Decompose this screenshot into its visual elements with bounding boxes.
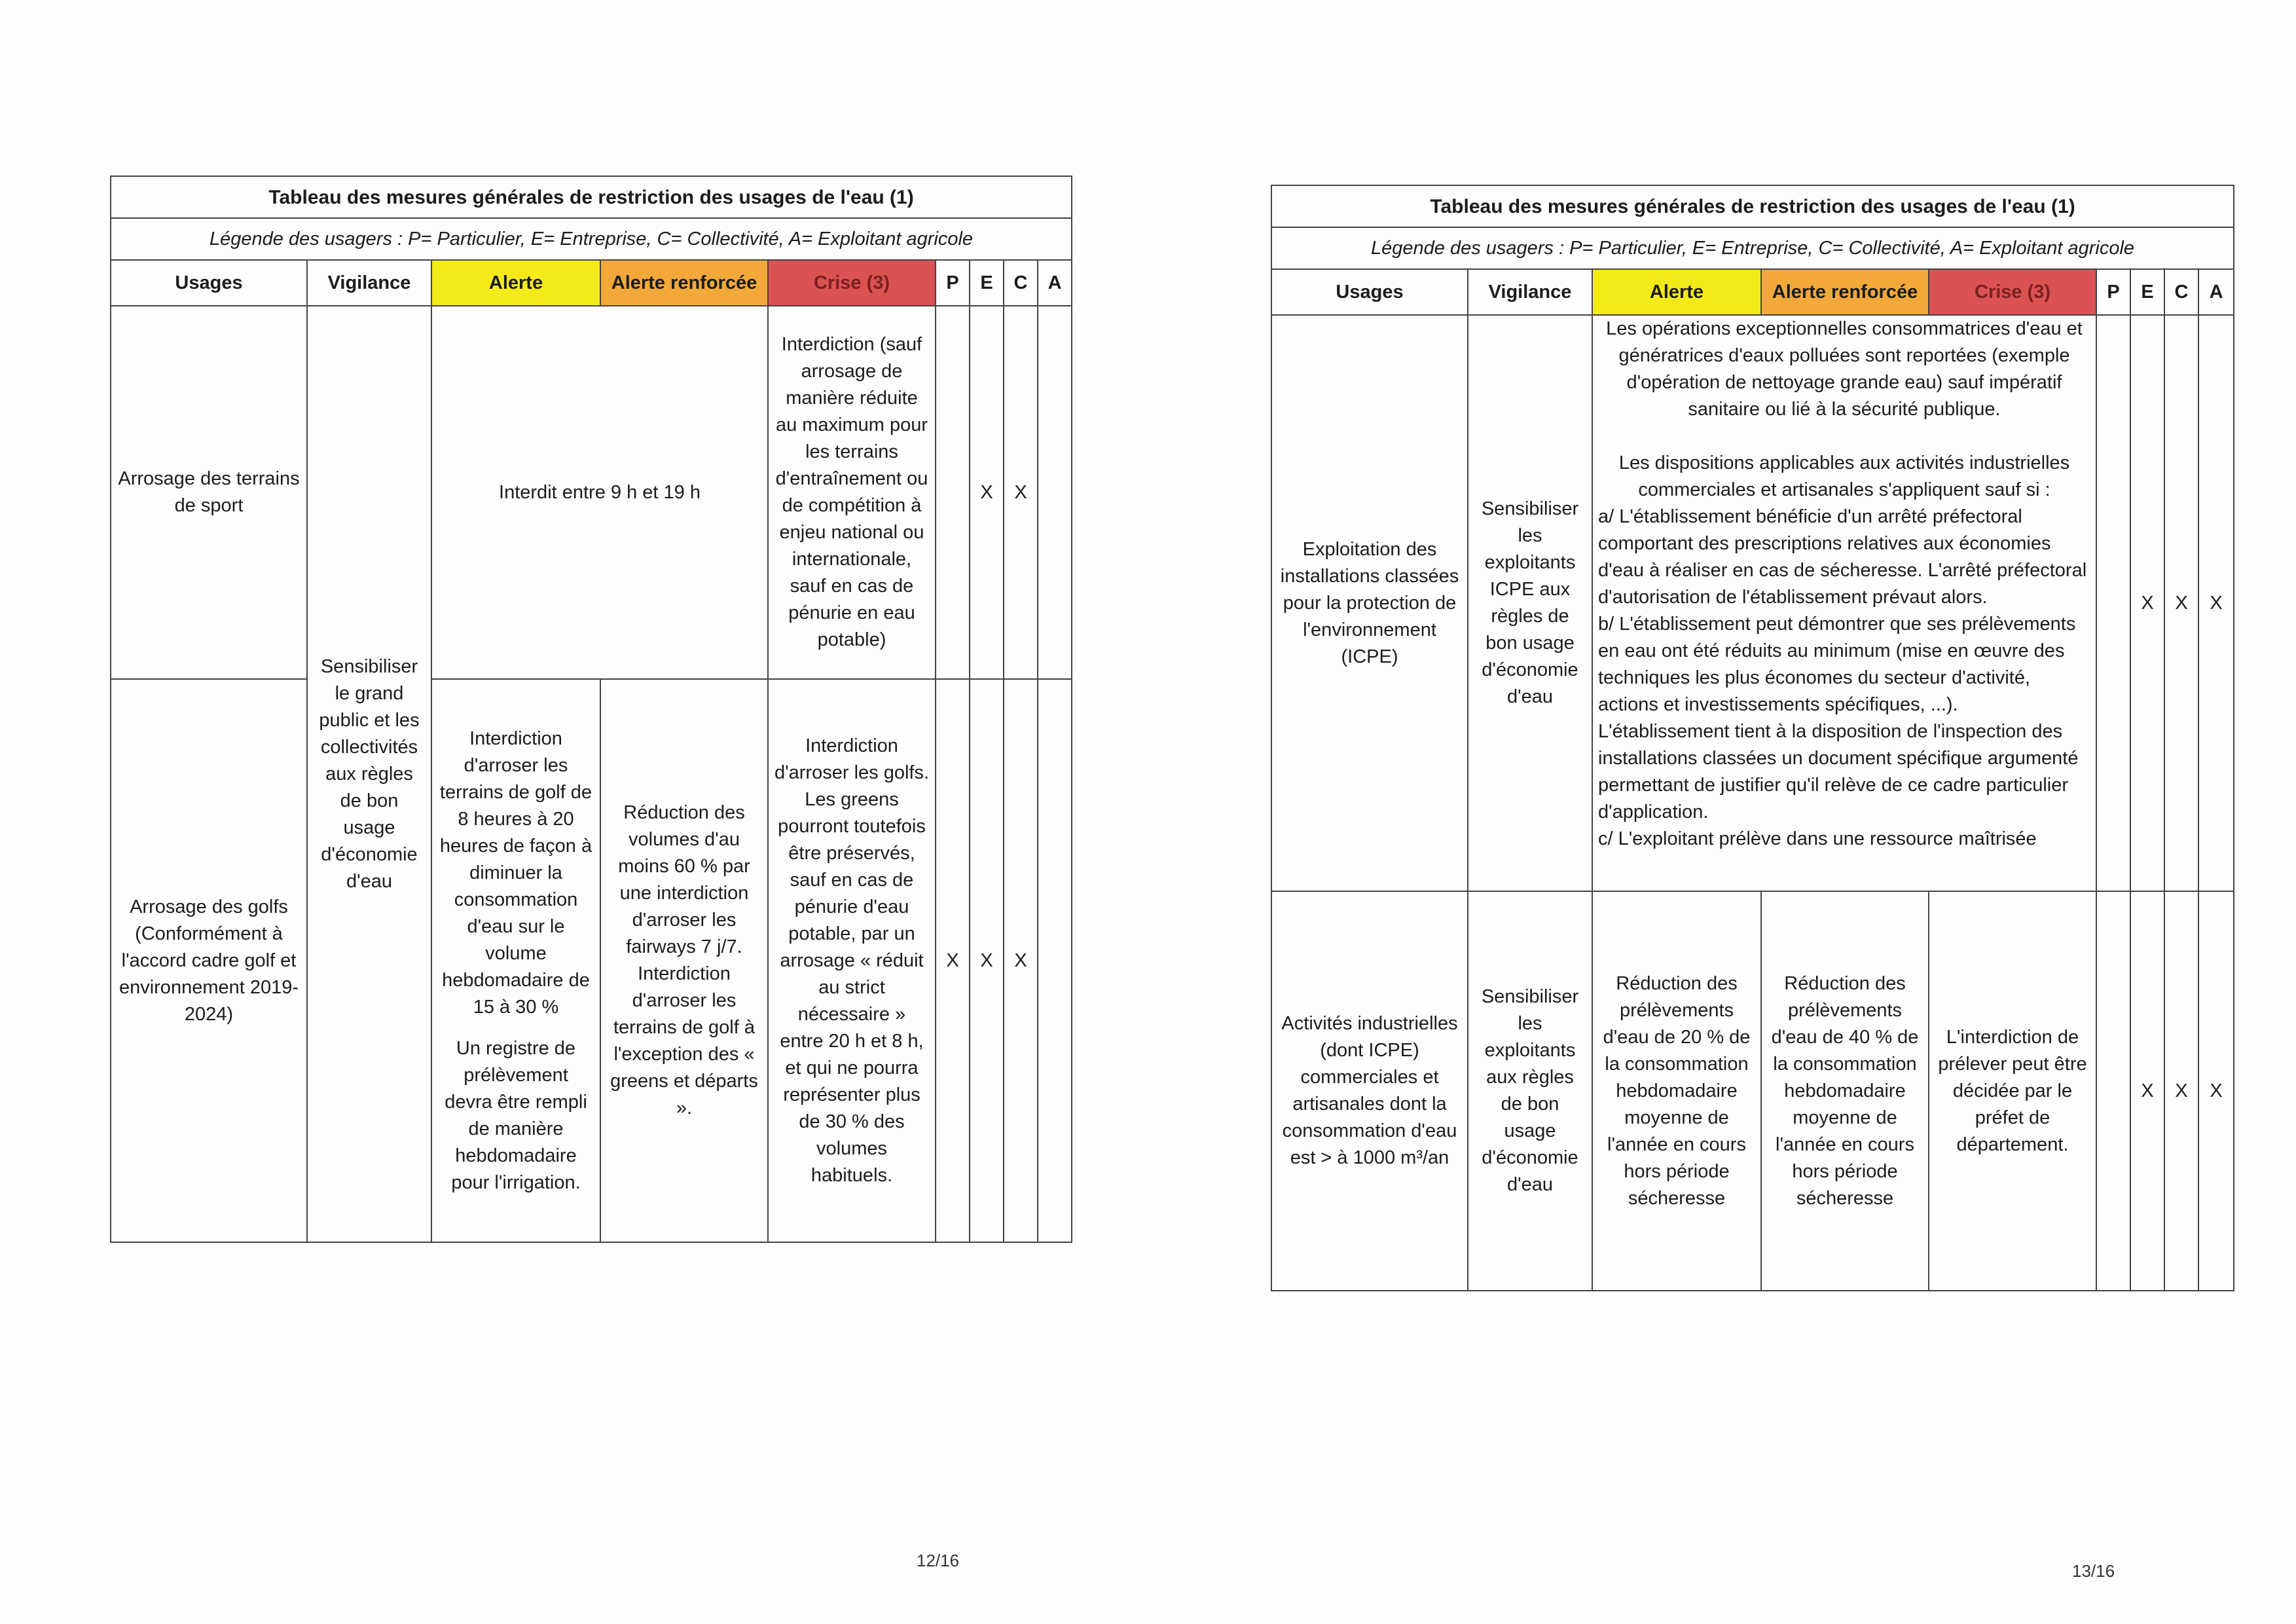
table-row-industrie — [1271, 891, 2234, 1291]
table-legend: Légende des usagers : P= Particulier, E= Entreprise, C= Collectivité, A= Exploitant agricole — [111, 218, 1072, 260]
page-number: 12/16 — [917, 1551, 960, 1570]
mark-c: X — [1004, 679, 1038, 1242]
mark-a: X — [2198, 315, 2234, 891]
header-row — [111, 260, 1072, 306]
measures-dispositions: Les dispositions applicables aux activités industrielles commerciales et artisanales s'appliquent sauf si : — [1618, 452, 2070, 500]
mark-c: X — [1004, 306, 1038, 679]
header-alerte-renforcee: Alerte renforcée — [600, 260, 768, 306]
alerte-cell — [431, 679, 600, 1242]
alerte-registre-text: Un registre de prélèvement devra être rempli de manière hebdomadaire pour l'irrigation. — [445, 1037, 587, 1193]
mark-a — [1038, 679, 1072, 1242]
header-a: A — [2198, 269, 2234, 315]
alerte-renforcee-cell: Réduction des prélèvements d'eau de 40 % de la consommation hebdomadaire moyenne de l'année en cours hors période sécheresse — [1761, 891, 1929, 1291]
header-crise: Crise (3) — [1929, 269, 2096, 315]
mark-a: X — [2198, 891, 2234, 1291]
header-alerte: Alerte — [431, 260, 600, 306]
restriction-table-left — [110, 175, 1072, 1243]
vigilance-cell: Sensibiliser le grand public et les collectivités aux règles de bon usage d'économie d'eau — [307, 306, 431, 1242]
table-title: Tableau des mesures générales de restriction des usages de l'eau (1) — [1271, 185, 2234, 227]
alerte-renforcee-cell: Réduction des volumes d'au moins 60 % par une interdiction d'arroser les fairways 7 j/7. Interdiction d'arroser les terrains de golf à l'exception des « greens et départs ». — [600, 679, 768, 1242]
header-vigilance: Vigilance — [1468, 269, 1592, 315]
usage-cell: Activités industrielles (dont ICPE) commerciales et artisanales dont la consommation d'eau est > à 1000 m³/an — [1271, 891, 1468, 1291]
vigilance-cell: Sensibiliser les exploitants aux règles de bon usage d'économie d'eau — [1468, 891, 1592, 1291]
header-usages: Usages — [111, 260, 307, 306]
mark-a — [1038, 306, 1072, 679]
measures-merged-cell — [1592, 315, 2096, 891]
measures-item-b: b/ L'établissement peut démontrer que ses prélèvements en eau ont été réduits au minimum (mise en œuvre des techniques les plus économes du secteur d'activité, actions et investissements spécifiques, ...). L'établissement tient à la disposition de l'inspection des installations classées un document spécifique argumenté permettant de justifier qu'il relève de ce cadre particulier d'application. — [1598, 614, 2079, 822]
crise-cell: L'interdiction de prélever peut être décidée par le préfet de département. — [1929, 891, 2096, 1291]
crise-cell: Interdiction (sauf arrosage de manière réduite au maximum pour les terrains d'entraînement ou de compétition à enjeu national ou internationale, sauf en cas de pénurie en eau potable) — [768, 306, 936, 679]
header-row — [1271, 269, 2234, 315]
table-title: Tableau des mesures générales de restriction des usages de l'eau (1) — [111, 176, 1072, 218]
alerte-cell: Réduction des prélèvements d'eau de 20 % de la consommation hebdomadaire moyenne de l'année en cours hors période sécheresse — [1592, 891, 1761, 1291]
alerte-text: Interdiction d'arroser les terrains de golf de 8 heures à 20 heures de façon à diminuer la consommation d'eau sur le volume hebdomadaire de 15 à 30 % — [439, 728, 592, 1018]
table-row-icpe — [1271, 315, 2234, 891]
restriction-table-right — [1271, 185, 2234, 1291]
alerte-merged-cell: Interdit entre 9 h et 19 h — [431, 306, 768, 679]
mark-p: X — [936, 679, 970, 1242]
table-row-sport — [111, 306, 1072, 679]
header-alerte-renforcee: Alerte renforcée — [1761, 269, 1929, 315]
usage-cell: Arrosage des golfs (Conformément à l'accord cadre golf et environnement 2019-2024) — [111, 679, 307, 1242]
crise-cell: Interdiction d'arroser les golfs. Les greens pourront toutefois être préservés, sauf en cas de pénurie d'eau potable, par un arrosage « réduit au strict nécessaire » entre 20 h et 8 h, et qui ne pourra représenter plus de 30 % des volumes habituels. — [768, 679, 936, 1242]
mark-e: X — [970, 679, 1004, 1242]
header-alerte: Alerte — [1592, 269, 1761, 315]
mark-c: X — [2164, 891, 2198, 1291]
measures-item-a: a/ L'établissement bénéficie d'un arrêté préfectoral comportant des prescriptions relatives aux économies d'eau à réaliser en cas de sécheresse. L'arrêté préfectoral d'autorisation de l'établissement prévaut alors. — [1598, 506, 2087, 608]
vigilance-cell: Sensibiliser les exploitants ICPE aux règles de bon usage d'économie d'eau — [1468, 315, 1592, 891]
mark-p — [2096, 891, 2130, 1291]
usage-cell: Exploitation des installations classées pour la protection de l'environnement (ICPE) — [1271, 315, 1468, 891]
mark-p — [936, 306, 970, 679]
header-c: C — [1004, 260, 1038, 306]
page-number: 13/16 — [2072, 1561, 2115, 1581]
header-e: E — [2130, 269, 2164, 315]
header-e: E — [970, 260, 1004, 306]
header-p: P — [936, 260, 970, 306]
header-p: P — [2096, 269, 2130, 315]
header-vigilance: Vigilance — [307, 260, 431, 306]
header-a: A — [1038, 260, 1072, 306]
measures-exceptional-ops: Les opérations exceptionnelles consommatrices d'eau et génératrices d'eaux polluées sont reportées (exemple d'opération de nettoyage grande eau) sauf impératif sanitaire ou lié à la sécurité publique. — [1606, 318, 2083, 420]
mark-e: X — [2130, 315, 2164, 891]
usage-cell: Arrosage des terrains de sport — [111, 306, 307, 679]
mark-e: X — [2130, 891, 2164, 1291]
page-13 — [1148, 0, 2296, 1624]
header-crise: Crise (3) — [768, 260, 936, 306]
mark-c: X — [2164, 315, 2198, 891]
mark-p — [2096, 315, 2130, 891]
header-usages: Usages — [1271, 269, 1468, 315]
table-legend: Légende des usagers : P= Particulier, E= Entreprise, C= Collectivité, A= Exploitant agricole — [1271, 227, 2234, 269]
header-c: C — [2164, 269, 2198, 315]
table-row-golf — [111, 679, 1072, 1242]
mark-e: X — [970, 306, 1004, 679]
measures-item-c: c/ L'exploitant prélève dans une ressource maîtrisée — [1598, 828, 2037, 849]
